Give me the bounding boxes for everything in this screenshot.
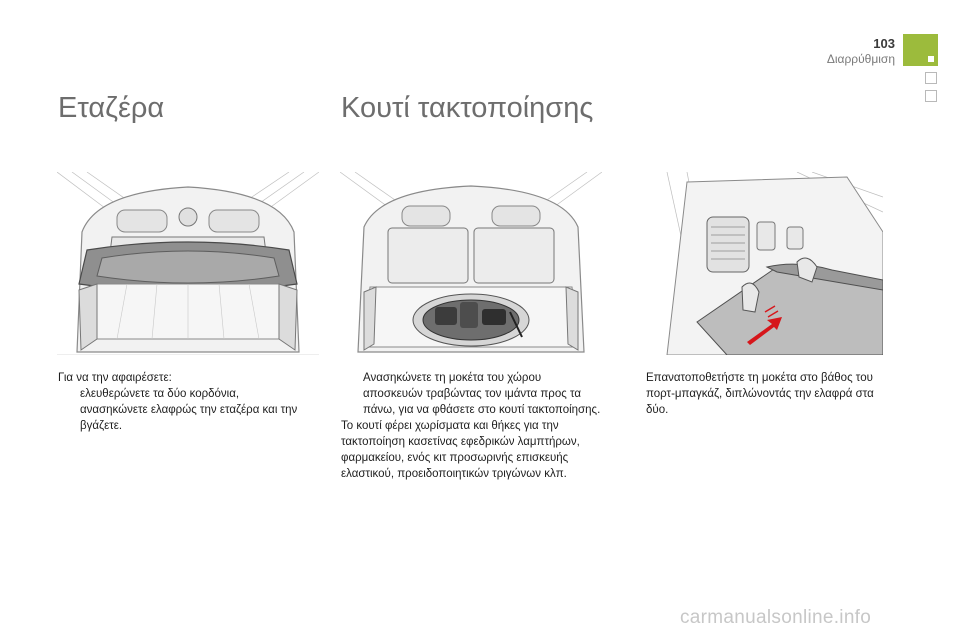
tab-box-empty — [925, 90, 937, 102]
list-item — [624, 370, 884, 418]
refit-instructions — [624, 370, 884, 418]
shelf-instructions — [58, 370, 320, 434]
storage-box-instructions — [341, 370, 603, 482]
shelf-bullet-text: ελευθερώνετε τα δύο κορδόνια, — [80, 388, 240, 400]
page-number: 103 — [873, 36, 895, 51]
list-item — [341, 370, 603, 418]
refit-bullet-text: Επανατοποθετήστε τη μοκέτα στο βάθος του πορτ-μπαγκάζ, διπλώνοντάς την ελαφρά στα δύο. — [646, 372, 874, 416]
shelf-intro: Για να την αφαιρέσετε: — [58, 372, 172, 384]
parcel-shelf-illustration — [57, 172, 319, 355]
tab-marker-icon — [928, 56, 934, 62]
bullet-icon — [624, 370, 646, 418]
storage-box-bullet-text: Ανασηκώνετε τη μοκέτα του χώρου αποσκευών τραβώντας τον ιμάντα προς τα πάνω, για να φθάσετε στο κουτί τακτοποίησης. — [363, 372, 601, 416]
list-item — [58, 386, 320, 402]
chapter-title: Διαρρύθμιση — [826, 52, 895, 66]
storage-box-paragraph: Το κουτί φέρει χωρίσματα και θήκες για την τακτοποίηση κασετίνας εφεδρικών λαμπτήρων, φαρμακείου, ενός κιτ προσωρινής επισκευής ελαστικού, προειδοποιητικών τριγώνων κλπ. — [341, 420, 580, 480]
section-title-shelf: Εταζέρα — [58, 92, 165, 124]
tab-box-empty — [925, 72, 937, 84]
list-item — [58, 402, 320, 434]
storage-box-illustration — [340, 172, 602, 355]
watermark: carmanualsonline.info — [680, 607, 872, 628]
bullet-icon — [58, 402, 80, 434]
chapter-tab — [903, 34, 938, 66]
bullet-icon — [58, 386, 80, 402]
bullet-icon — [341, 370, 363, 418]
shelf-bullet-text: ανασηκώνετε ελαφρώς την εταζέρα και την βγάζετε. — [80, 404, 298, 432]
carpet-refit-illustration — [647, 172, 883, 355]
section-title-storage-box: Κουτί τακτοποίησης — [341, 92, 594, 124]
